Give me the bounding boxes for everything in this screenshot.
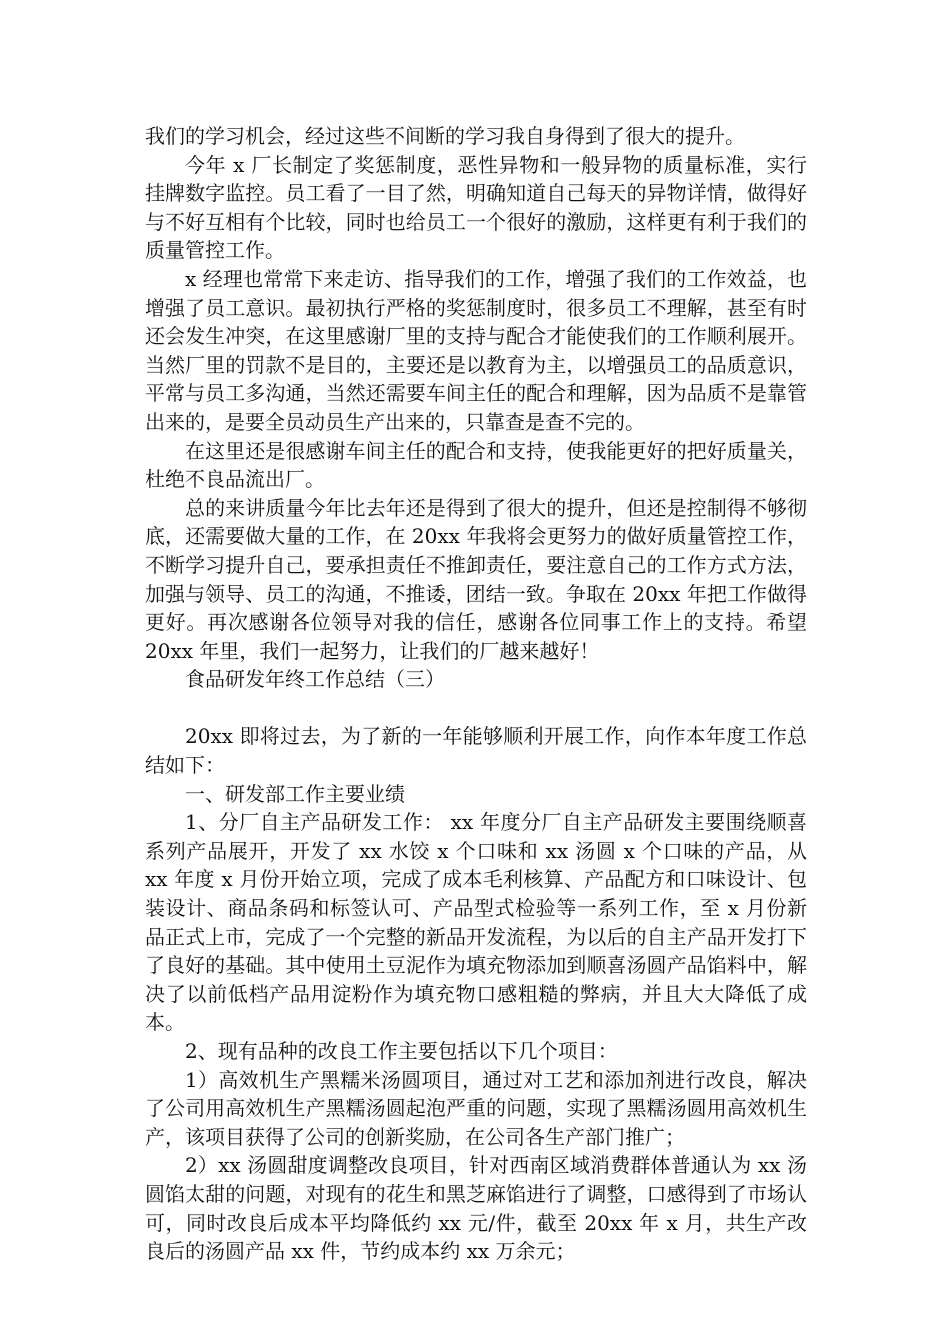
paragraph-intro: 20xx 即将过去，为了新的一年能够顺利开展工作，向作本年度工作总结如下：	[145, 724, 807, 778]
document-body	[145, 122, 807, 1266]
paragraph-thanks-supervisor: 在这里还是很感谢车间主任的配合和支持，使我能更好的把好质量关，杜绝不良品流出厂。	[145, 438, 807, 492]
paragraph-manager-guidance: x 经理也常常下来走访、指导我们的工作，增强了我们的工作效益，也增强了员工意识。最初执行严格的奖惩制度时，很多员工不理解，甚至有时还会发生冲突，在这里感谢厂里的支持与配合才能使我们的工作顺利展开。当然厂里的罚款不是目的，主要还是以教育为主，以增强员工的品质意识，平常与员工多沟通，当然还需要车间主任的配合和理解，因为品质不是靠管出来的，是要全员动员生产出来的，只靠查是查不完的。	[145, 266, 807, 434]
paragraph-improvement-intro: 2、现有品种的改良工作主要包括以下几个项目：	[185, 1039, 618, 1063]
subheading-main-achievements: 一、研发部工作主要业绩	[185, 781, 405, 806]
paragraph-reward-system: 今年 x 厂长制定了奖惩制度，恶性异物和一般异物的质量标准，实行挂牌数字监控。员工看了一目了然，明确知道自己每天的异物详情，做得好与不好互相有个比较，同时也给员工一个很好的激励，这样更有利于我们的质量管控工作。	[145, 152, 807, 263]
paragraph-learning: 我们的学习机会，经过这些不间断的学习我自身得到了很大的提升。	[145, 124, 745, 148]
paragraph-summary: 总的来讲质量今年比去年还是得到了很大的提升，但还是控制得不够彻底，还需要做大量的工作，在 20xx 年我将会更努力的做好质量管控工作，不断学习提升自己，要承担责任不推卸责任，要注意自己的工作方式方法，加强与领导、员工的沟通，不推诿，团结一致。争取在 20xx 年把工作做得更好。再次感谢各位领导对我的信任，感谢各位同事工作上的支持。希望 20xx 年里，我们一起努力，让我们的厂越来越好！	[145, 495, 807, 663]
section-title: 食品研发年终工作总结（三）	[185, 667, 445, 692]
paragraph-project-2: 2）xx 汤圆甜度调整改良项目，针对西南区域消费群体普通认为 xx 汤圆馅太甜的问题，对现有的花生和黑芝麻馅进行了调整，口感得到了市场认可，同时改良后成本平均降低约 xx 元/件，截至 20xx 年 x 月，共生产改良后的汤圆产品 xx 件，节约成本约 xx 万余元；	[145, 1153, 807, 1264]
paragraph-project-1: 1）高效机生产黑糯米汤圆项目，通过对工艺和添加剂进行改良，解决了公司用高效机生产黑糯汤圆起泡严重的问题，实现了黑糯汤圆用高效机生产，该项目获得了公司的创新奖励，在公司各生产部门推广；	[145, 1067, 807, 1149]
paragraph-product-development: 1、分厂自主产品研发工作： xx 年度分厂自主产品研发主要围绕顺喜系列产品展开，开发了 xx 水饺 x 个口味和 xx 汤圆 x 个口味的产品，从 xx 年度 x 月份开始立项，完成了成本毛利核算、产品配方和口味设计、包装设计、商品条码和标签认可、产品型式检验等一系列工作，至 x 月份新品正式上市，完成了一个完整的新品开发流程，为以后的自主产品开发打下了良好的基础。其中使用土豆泥作为填充物添加到顺喜汤圆产品馅料中，解决了以前低档产品用淀粉作为填充物口感粗糙的弊病，并且大大降低了成本。	[145, 810, 807, 1035]
